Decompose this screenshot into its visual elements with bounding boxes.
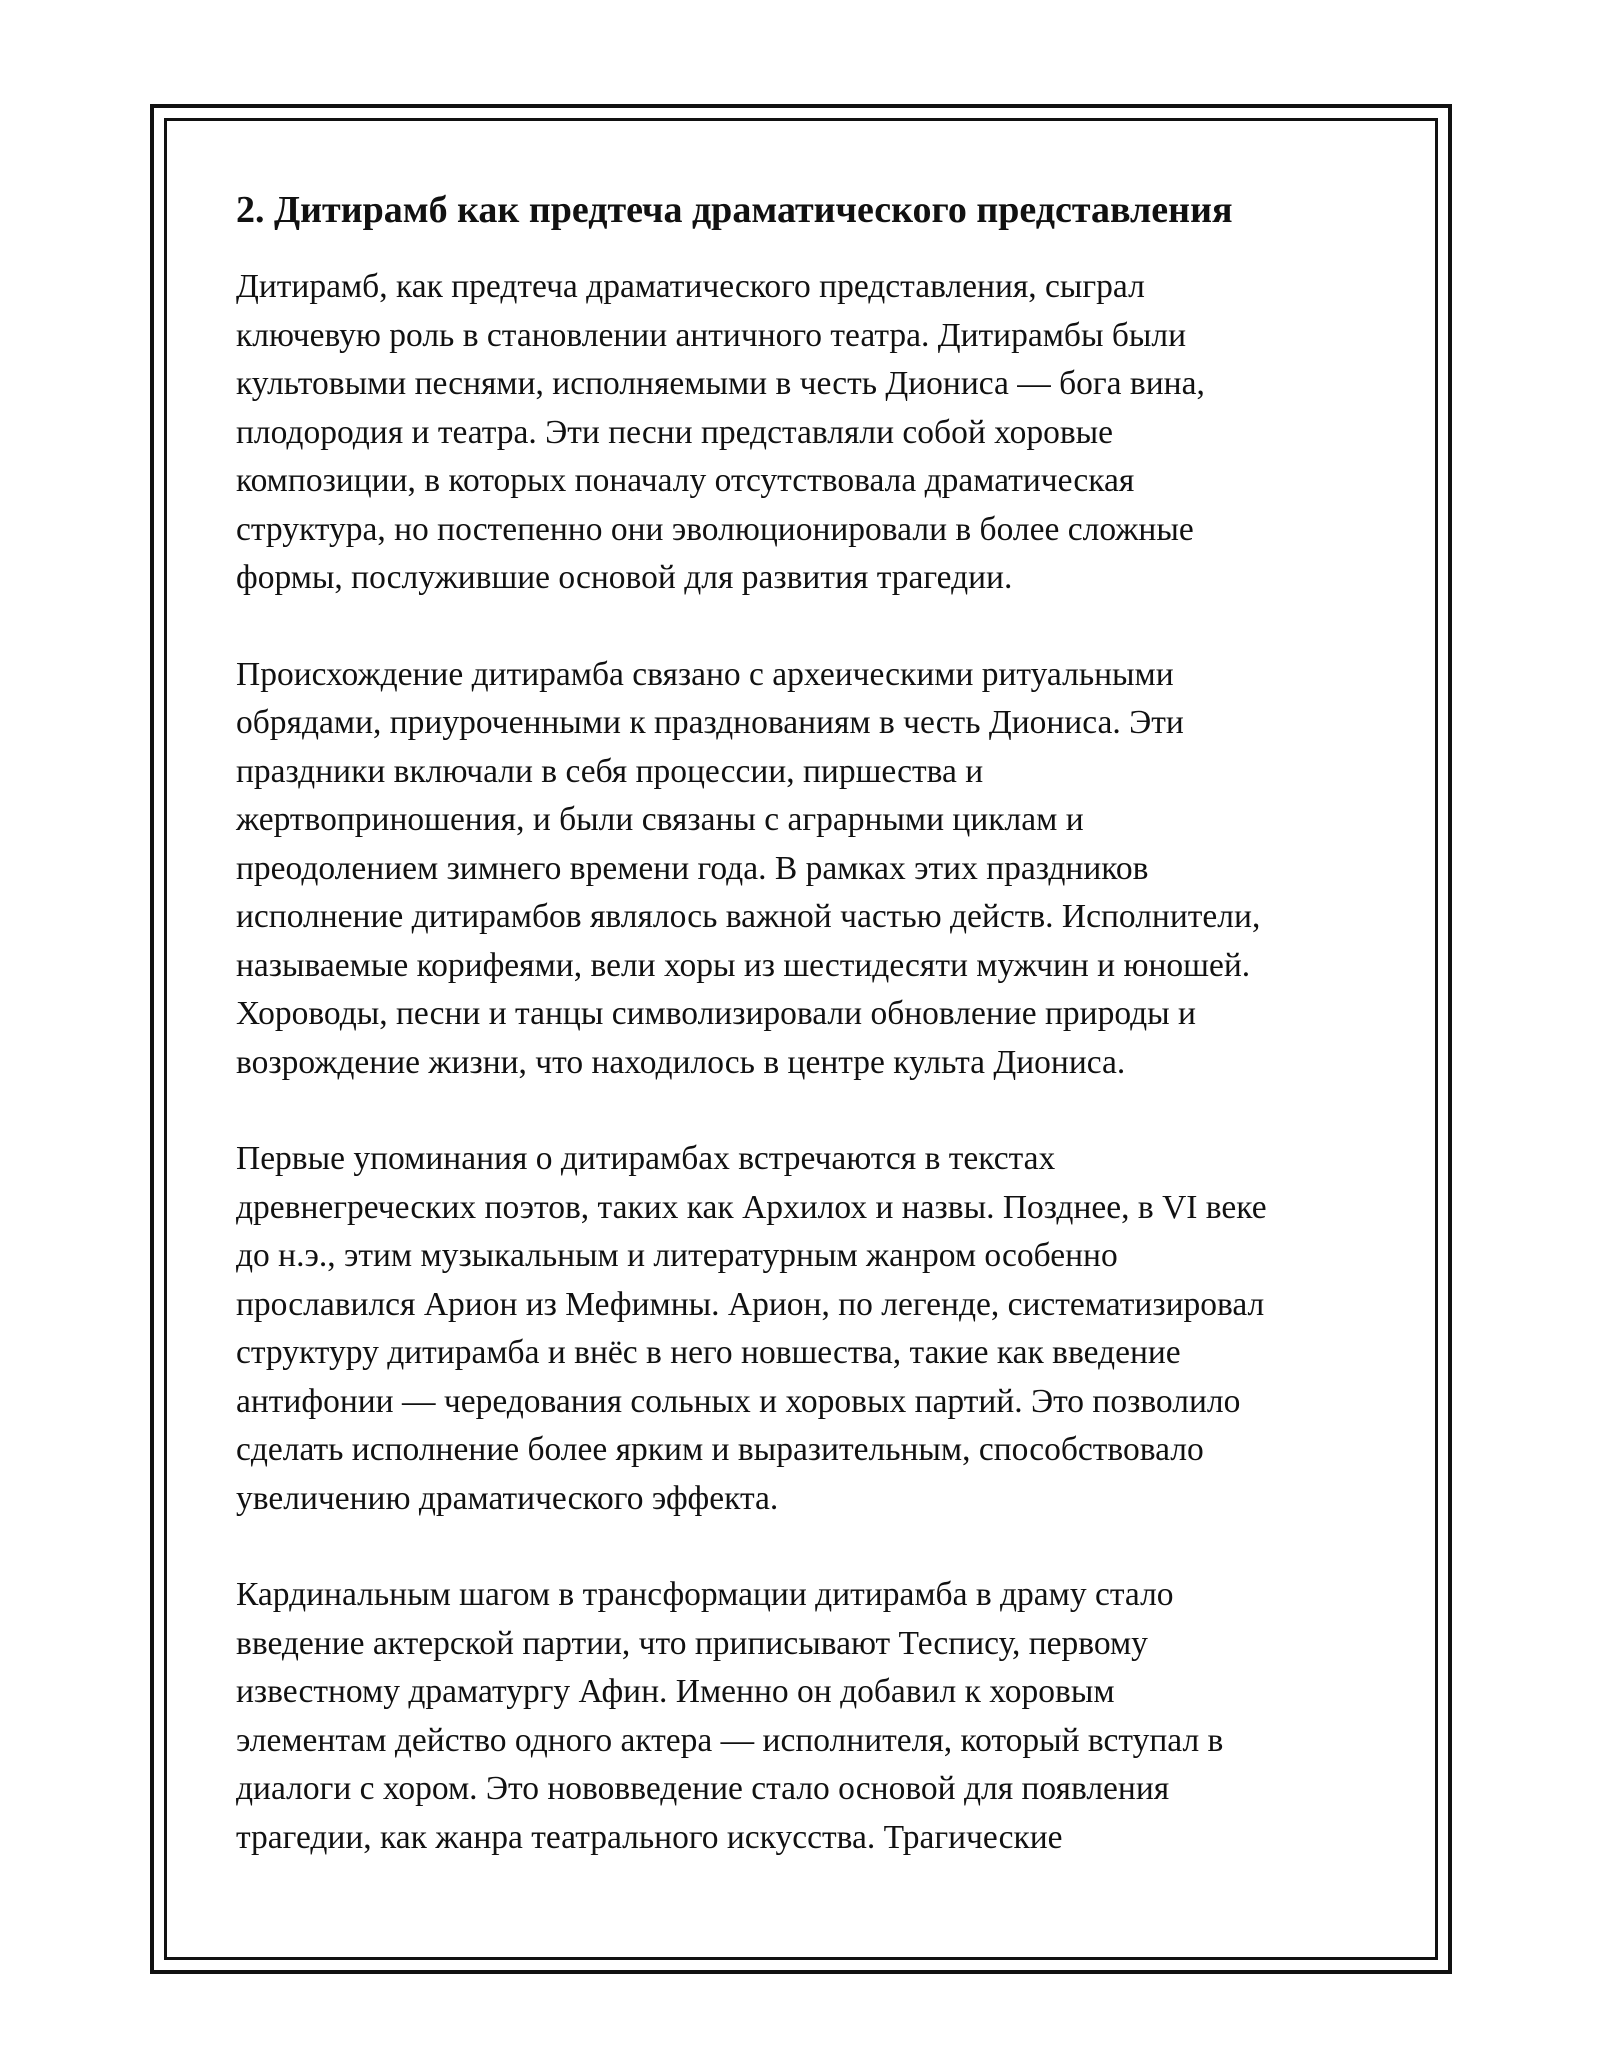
text-line: прославился Арион из Мефимны. Арион, по легенде, систематизировал — [236, 1285, 1265, 1323]
text-line: структуру дитирамба и внёс в него новшества, такие как введение — [236, 1334, 1181, 1371]
text-line: формы, послужившие основой для развития трагедии. — [236, 559, 1013, 596]
text-line: композиции, в которых поначалу отсутствовала драматическая — [236, 462, 1135, 499]
text-line: элементам действо одного актера — исполнителя, который вступал в — [236, 1721, 1224, 1759]
text-line: увеличению драматического эффекта. — [236, 1479, 779, 1517]
paragraph-2 — [236, 651, 1386, 1088]
text-line: жертвоприношения, и были связаны с аграрными циклам и — [236, 801, 1084, 838]
text-line: праздники включали в себя процессии, пиршества и — [236, 752, 984, 790]
text-line: древнегреческих поэтов, таких как Архилох и назвы. Позднее, в VI веке — [236, 1188, 1267, 1226]
text-line: ключевую роль в становлении античного театра. Дитирамбы были — [236, 316, 1187, 354]
paragraph-1 — [236, 263, 1386, 603]
text-line: диалоги с хором. Это нововведение стало основой для появления — [236, 1770, 1170, 1807]
text-line: трагедии, как жанра театрального искусства. Трагические — [236, 1818, 1063, 1856]
document-body — [236, 185, 1386, 1910]
text-line: структура, но постепенно они эволюционировали в более сложные — [236, 510, 1194, 548]
text-line: известному драматургу Афин. Именно он добавил к хоровым — [236, 1673, 1115, 1710]
text-line: Происхождение дитирамба связано с археическими ритуальными — [236, 655, 1174, 693]
text-line: обрядами, приуроченными к празднованиям в честь Диониса. Эти — [236, 704, 1184, 741]
text-line: антифонии — чередования сольных и хоровых партий. Это позволило — [236, 1382, 1241, 1420]
text-line: введение актерской партии, что приписывают Теспису, первому — [236, 1624, 1148, 1662]
section-heading: 2. Дитирамб как предтеча драматического представления — [236, 189, 1233, 231]
paragraph-4 — [236, 1571, 1386, 1862]
text-line: до н.э., этим музыкальным и литературным жанром особенно — [236, 1237, 1118, 1274]
text-line: называемые корифеями, вели хоры из шестидесяти мужчин и юношей. — [236, 946, 1251, 984]
paragraph-3 — [236, 1135, 1386, 1523]
text-line: Кардинальным шагом в трансформации дитирамба в драму стало — [236, 1576, 1174, 1613]
text-line: преодолением зимнего времени года. В рамках этих праздников — [236, 849, 1149, 887]
text-line: плодородия и театра. Эти песни представляли собой хоровые — [236, 413, 1114, 451]
text-line: Первые упоминания о дитирамбах встречаются в текстах — [236, 1140, 1056, 1177]
text-line: Хороводы, песни и танцы символизировали обновление природы и — [236, 995, 1196, 1032]
text-line: Дитирамб, как предтеча драматического представления, сыграл — [236, 268, 1145, 305]
text-line: исполнение дитирамбов являлось важной частью действ. Исполнители, — [236, 898, 1261, 935]
text-line: возрождение жизни, что находилось в центре культа Диониса. — [236, 1043, 1126, 1081]
text-line: культовыми песнями, исполняемыми в честь Диониса — бога вина, — [236, 365, 1205, 402]
text-line: сделать исполнение более ярким и выразительным, способствовало — [236, 1431, 1204, 1468]
